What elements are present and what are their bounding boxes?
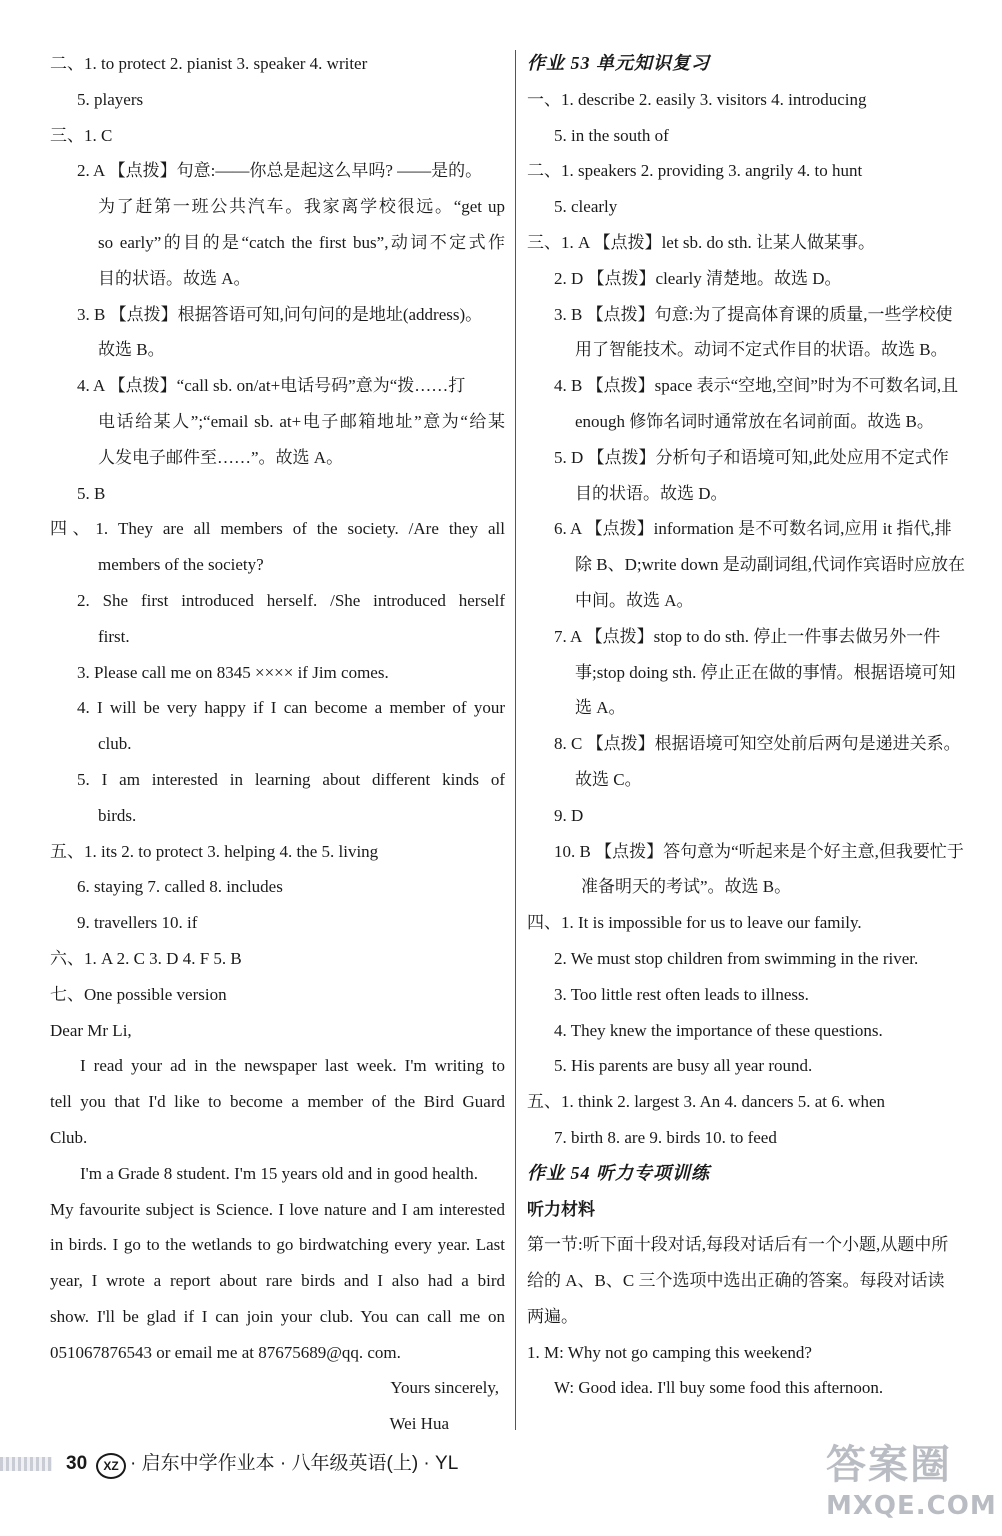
right-column-line: 5. clearly	[554, 197, 618, 217]
right-column-line: 4. B 【点拨】space 表示“空地,空间”时为不可数名词,且	[554, 376, 959, 396]
watermark-title: 答案圈	[826, 1442, 952, 1488]
left-column-line: 目的状语。故选 A。	[98, 268, 251, 288]
left-column-line: in birds. I go to the wetlands to go birdwatching every year. Last	[50, 1235, 505, 1255]
left-column-line: 9. travellers 10. if	[77, 913, 198, 933]
right-column	[527, 46, 985, 1406]
left-column-line: 6. staying 7. called 8. includes	[77, 877, 283, 897]
right-column-line: 5. in the south of	[554, 125, 669, 145]
right-column-line: 6. A 【点拨】information 是不可数名词,应用 it 指代,排	[554, 519, 952, 539]
right-column-line: 二、1. speakers 2. providing 3. angrily 4. to hunt	[527, 161, 863, 181]
left-column-line: birds.	[98, 805, 137, 825]
left-column-line: 3. Please call me on 8345 ×××× if Jim comes.	[77, 662, 389, 682]
column-divider	[515, 50, 516, 1430]
right-column-line: 10. B 【点拨】答句意为“听起来是个好主意,但我要忙于	[554, 841, 964, 861]
left-column-line: 人发电子邮件至……”。故选 A。	[98, 447, 344, 467]
right-column-line: enough 修饰名词时通常放在名词前面。故选 B。	[575, 411, 934, 431]
left-column-line: 七、One possible version	[50, 984, 227, 1004]
right-column-line: 第一节:听下面十段对话,每段对话后有一个小题,从题中所	[527, 1235, 949, 1255]
left-column-line: 2. A 【点拨】句意:——你总是起这么早吗? ——是的。	[77, 161, 483, 181]
left-column-line: first.	[98, 626, 130, 646]
right-column-line: 8. C 【点拨】根据语境可知空处前后两句是递进关系。	[554, 734, 961, 754]
left-column	[50, 46, 505, 1442]
right-column-line: 给的 A、B、C 三个选项中选出正确的答案。每段对话读	[527, 1271, 945, 1291]
left-column-line: I'm a Grade 8 student. I'm 15 years old and in good health.	[80, 1163, 478, 1183]
right-column-line: 用了智能技术。动词不定式作目的状语。故选 B。	[575, 340, 948, 360]
right-column-line: 7. birth 8. are 9. birds 10. to feed	[554, 1127, 777, 1147]
left-column-line: 051067876543 or email me at 87675689@qq. com.	[50, 1342, 401, 1362]
right-column-line: 选 A。	[575, 698, 626, 718]
right-column-line: 9. D	[554, 805, 584, 825]
left-column-line: show. I'll be glad if I can join your club. You can call me on	[50, 1306, 505, 1326]
right-column-line: 准备明天的考试”。故选 B。	[581, 877, 792, 897]
left-column-line: so early”的目的是“catch the first bus”,动词不定式作	[98, 232, 505, 252]
left-column-line: 5. B	[77, 483, 106, 503]
right-column-line: 故选 C。	[575, 769, 642, 789]
left-column-line: 四、1. They are all members of the society. /Are they all	[50, 519, 505, 539]
left-column-line: 5. I am interested in learning about different kinds of	[77, 769, 505, 789]
book-title: · 启东中学作业本 · 八年级英语(上) · YL	[130, 1453, 459, 1474]
left-column-line: 2. She first introduced herself. /She introduced herself	[77, 590, 505, 610]
left-column-line: 4. A 【点拨】“call sb. on/at+电话号码”意为“拨……打	[77, 376, 466, 396]
left-column-line: 4. I will be very happy if I can become a member of your	[77, 698, 505, 718]
right-column-line: 中间。故选 A。	[575, 590, 694, 610]
right-column-line: 2. We must stop children from swimming in the river.	[554, 948, 919, 968]
right-column-line: 1. M: Why not go camping this weekend?	[527, 1342, 812, 1362]
right-column-line: 7. A 【点拨】stop to do sth. 停止一件事去做另外一件	[554, 626, 941, 646]
left-column-line: 故选 B。	[98, 340, 165, 360]
right-column-line: 一、1. describe 2. easily 3. visitors 4. introducing	[527, 89, 867, 109]
left-column-line: I read your ad in the newspaper last week. I'm writing to	[80, 1056, 505, 1076]
right-column-line: 目的状语。故选 D。	[575, 483, 728, 503]
right-column-line: 3. B 【点拨】句意:为了提高体育课的质量,一些学校使	[554, 304, 953, 324]
right-column-line: 听力材料	[527, 1199, 595, 1219]
left-column-line: 为了赶第一班公共汽车。我家离学校很远。“get up	[98, 197, 505, 217]
right-column-line: 五、1. think 2. largest 3. An 4. dancers 5. at 6. when	[527, 1092, 886, 1112]
left-column-line: Wei Hua	[389, 1414, 449, 1434]
left-column-line: 3. B 【点拨】根据答语可知,问句问的是地址(address)。	[77, 304, 483, 324]
left-column-line: 二、1. to protect 2. pianist 3. speaker 4. writer	[50, 54, 368, 73]
left-column-line: Club.	[50, 1127, 88, 1147]
footer-stripe	[0, 1457, 52, 1471]
right-column-line: 事;stop doing sth. 停止正在做的事情。根据语境可知	[575, 662, 956, 682]
right-column-line: 两遍。	[527, 1306, 578, 1326]
right-column-line: 三、1. A 【点拨】let sb. do sth. 让某人做某事。	[527, 232, 876, 252]
left-column-line: 六、1. A 2. C 3. D 4. F 5. B	[50, 948, 242, 968]
left-column-line: My favourite subject is Science. I love nature and I am interested	[50, 1199, 505, 1219]
right-column-line: 作业 53 单元知识复习	[527, 53, 710, 73]
left-column-line: tell you that I'd like to become a member of the Bird Guard	[50, 1092, 505, 1112]
right-column-line: 3. Too little rest often leads to illness.	[554, 984, 809, 1004]
left-column-line: year, I wrote a report about rare birds and I also had a bird	[50, 1271, 505, 1291]
left-column-line: Dear Mr Li,	[50, 1020, 132, 1040]
right-column-line: 除 B、D;write down 是动副词组,代词作宾语时应放在	[575, 555, 966, 575]
left-column-line: 三、1. C	[50, 125, 113, 145]
page-footer	[0, 1448, 600, 1480]
right-column-line: 5. D 【点拨】分析句子和语境可知,此处应用不定式作	[554, 447, 949, 467]
site-watermark	[826, 1440, 997, 1530]
left-column-line: 电话给某人”;“email sb. at+电子邮箱地址”意为“给某	[98, 411, 505, 431]
publisher-logo-icon: XZ	[96, 1453, 126, 1479]
right-column-line: 4. They knew the importance of these questions.	[554, 1020, 883, 1040]
left-column-line: members of the society?	[98, 555, 264, 575]
right-column-line: 5. His parents are busy all year round.	[554, 1056, 813, 1076]
right-column-line: 四、1. It is impossible for us to leave our family.	[527, 913, 862, 933]
left-column-line: 五、1. its 2. to protect 3. helping 4. the 5. living	[50, 841, 379, 861]
right-column-line: W: Good idea. I'll buy some food this afternoon.	[554, 1378, 884, 1398]
right-column-line: 2. D 【点拨】clearly 清楚地。故选 D。	[554, 268, 842, 288]
left-column-line: Yours sincerely,	[390, 1378, 499, 1398]
page-number: 30	[66, 1453, 88, 1474]
watermark-url: MXQE.COM	[826, 1491, 997, 1521]
left-column-line: 5. players	[77, 89, 144, 109]
right-column-line: 作业 54 听力专项训练	[527, 1162, 710, 1183]
left-column-line: club.	[98, 734, 132, 754]
